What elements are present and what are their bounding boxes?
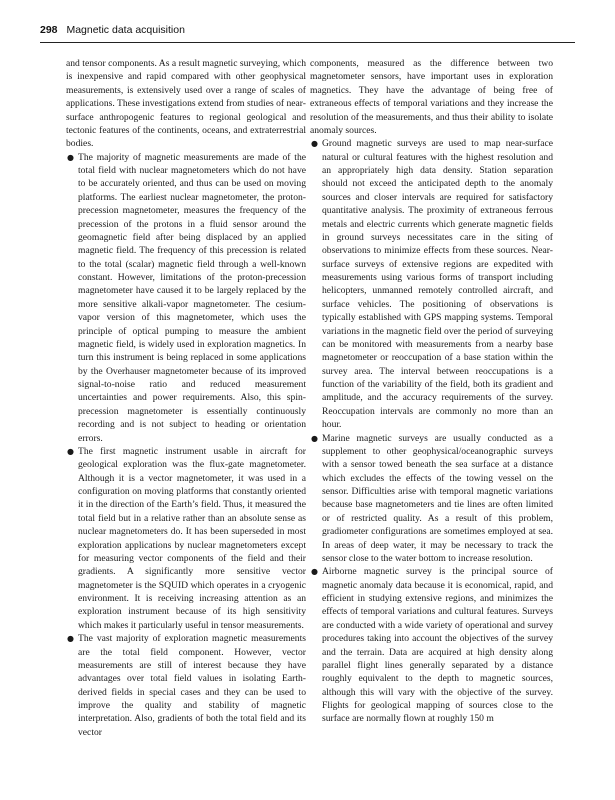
bullet-item — [310, 137, 553, 431]
bullet-icon: ● — [311, 139, 318, 149]
paragraph-continuation: and tensor components. As a result magnetic surveying, which is inexpensive and rapid compared with other geophysical measurements, is extensively used over a range of scales of applications. These investigations extend from studies of near-surface anthropogenic features to regional geological and tectonic features of the continents, oceans, and extraterrestrial bodies. — [66, 58, 306, 150]
bullet-icon: ● — [67, 634, 74, 644]
bullet-icon: ● — [311, 567, 318, 577]
bullet-text: Marine magnetic surveys are usually conducted as a supplement to other geophysical/oceanographic surveys with a sensor towed beneath the sea surface at a distance which excludes the effects of the towing vessel on the sensor. Difficulties arise with temporal magnetic variations because base magnetometers and tie lines are often limited or of restricted quality. As a result of this problem, gradiometer configurations are sometimes employed at sea. In areas of deep water, it may be necessary to track the sensor close to the water bottom to increase resolution. — [322, 432, 553, 564]
bullet-item — [310, 565, 553, 726]
bullet-text: Ground magnetic surveys are used to map near-surface natural or cultural features with the highest resolution and an appropriately high data density. Station separation should not exceed the anticipated depth to the anomaly sources and closer intervals are required for satisfactory quantitative analysis. The proximity of extraneous ferrous metals and electric currents which generate magnetic fields in ground surveys necessitates care in the siting of observations to minimize effects from these sources. Near-surface surveys of extensive regions are expedited with measurements using various forms of transport including helicopters, unmanned remotely controlled aircraft, and surface vehicles. The positioning of observations is typically established with GPS mapping systems. Temporal variations in the magnetic field over the period of surveying can be monitored with measurements from a nearby base magnetometer or reoccupation of a base station within the survey area. The interval between reoccupations is a function of the variability of the field, both its gradient and amplitude, and the accuracy requirements of the survey. Reoccupation intervals are commonly no more than an hour. — [322, 138, 553, 431]
running-title: Magnetic data acquisition — [66, 24, 185, 36]
bullet-icon: ● — [311, 433, 318, 443]
bullet-item — [66, 445, 306, 632]
header-rule — [40, 42, 575, 43]
left-column — [66, 57, 306, 739]
bullet-item — [66, 632, 306, 739]
bullet-text: The majority of magnetic measurements are made of the total field with nuclear magnetometers which do not have to be accurately oriented, and thus can be used on moving platforms. The earliest nuclear magnetometer, the proton-precession magnetometer, measures the frequency of the precession of the protons in a fluid sensor around the geomagnetic field after being displaced by an applied magnetic field. The frequency of this precession is related to the total (scalar) magnetic field through a well-known constant. However, limitations of the proton-precession magnetometer have caused it to be largely replaced by the more sensitive alkali-vapor magnetometer. The cesium-vapor version of this magnetometer, which uses the principle of optical pumping to measure the ambient magnetic field, is widely used in exploration magnetics. In turn this instrument is being replaced in some applications by the Overhauser magnetometer because of its improved signal-to-noise ratio and reduced measurement uncertainties and power requirements. Also, this spin-precession magnetometer is essentially continuously recording and is not subject to heading or orientation errors. — [78, 151, 306, 444]
paragraph-continuation: components, measured as the difference between two magnetometer sensors, have important uses in exploration magnetics. They have the advantage of being free of extraneous effects of temporal variations and they increase the resolution of the measurements, and thus their ability to isolate anomaly sources. — [310, 58, 553, 136]
bullet-item — [310, 432, 553, 566]
right-column — [310, 57, 553, 726]
bullet-icon: ● — [67, 446, 74, 456]
bullet-text: The first magnetic instrument usable in aircraft for geological exploration was the flux-gate magnetometer. Although it is a vector magnetometer, it was used in a configuration on moving platforms that constantly oriented it in the direction of the Earth’s field. Thus, it measured the total field but in a relative rather than an absolute sense as nuclear magnetometers do. It has been superseded in most exploration applications by nuclear magnetometers except for measuring vector components of the field and their gradients. A significantly more sensitive vector magnetometer is the SQUID which operates in a cryogenic environment. It is receiving increasing attention as an exploration instrument because of its high sensitivity which makes it particularly useful in tensor measurements. — [78, 445, 306, 631]
bullet-icon: ● — [67, 152, 74, 162]
running-head — [40, 24, 575, 36]
page-number: 298 — [40, 24, 58, 36]
bullet-text: Airborne magnetic survey is the principal source of magnetic anomaly data because it is economical, rapid, and efficient in studying extensive regions, and minimizes the effects of temporal variations and cultural features. Surveys are conducted with a wide variety of operational and survey procedures taking into account the objectives of the survey and the terrain. Data are acquired at high density along parallel flight lines generally separated by a distance roughly equivalent to the depth to magnetic sources, although this will vary with the objective of the survey. Flights for geological mapping of sources close to the surface are normally flown at roughly 150 m — [322, 566, 553, 725]
bullet-text: The vast majority of exploration magnetic measurements are the total field component. However, vector measurements are still of interest because they have advantages over total field values in isolating Earth-derived fields in special cases and they can be used to improve the quality and stability of magnetic interpretation. Also, gradients of both the total field and its vector — [78, 633, 306, 738]
bullet-item — [66, 151, 306, 445]
